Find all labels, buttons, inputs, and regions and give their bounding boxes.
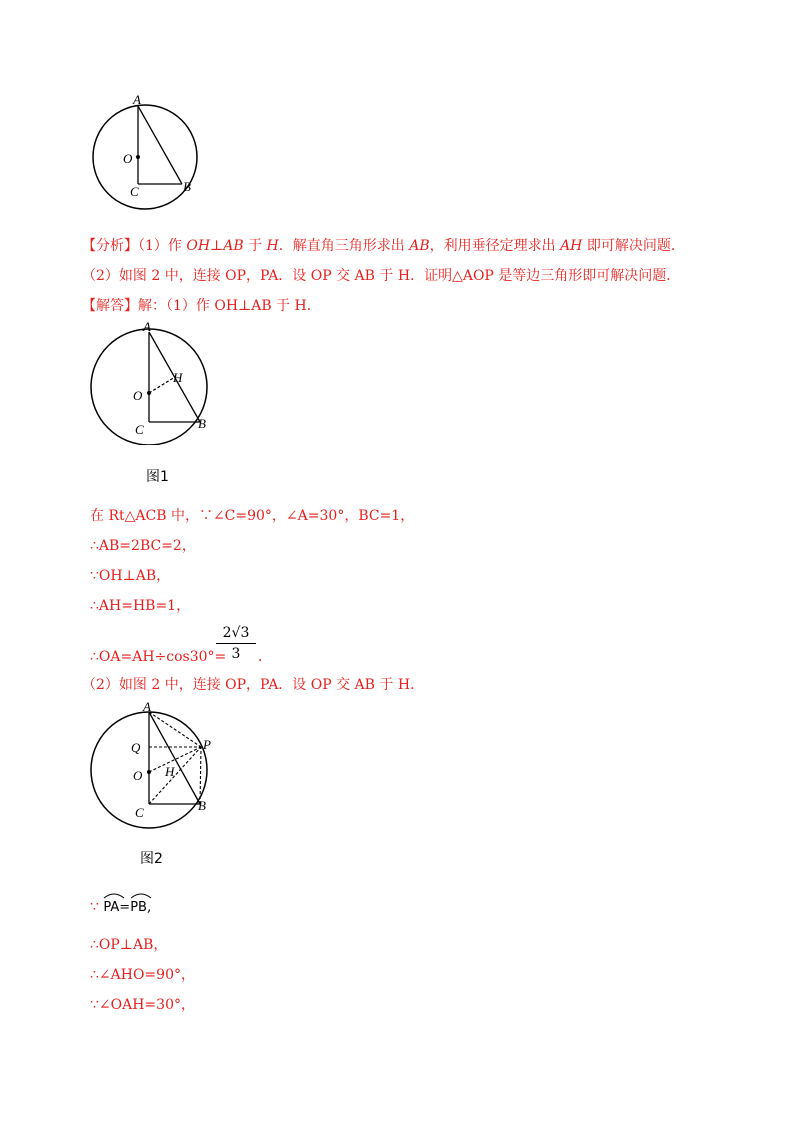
circle-diagram-1 xyxy=(85,320,225,445)
var-h: H xyxy=(266,238,279,254)
step2-3: ∵∠OAH=30°， xyxy=(90,997,195,1013)
analysis-text-c: 于 xyxy=(243,238,267,254)
var-ab: AB xyxy=(223,238,244,254)
perp-symbol: ⊥ xyxy=(210,238,224,254)
figure-2-caption: 图2 xyxy=(140,851,163,867)
fraction-tail: ． xyxy=(258,649,272,665)
label-b: B xyxy=(198,416,206,431)
analysis-tag: 【分析】 xyxy=(82,238,138,254)
arc-tail: , xyxy=(146,899,152,915)
var-oh: OH xyxy=(186,238,211,254)
analysis-text-a: （1）作 xyxy=(138,238,187,254)
circle-diagram-2 xyxy=(85,700,225,830)
because-symbol: ∵ xyxy=(90,899,99,915)
arc-equals: = xyxy=(119,900,131,915)
analysis-line-2: （2）如图 2 中，连接 OP，PA．设 OP 交 AB 于 H．证明△AOP 是等边三角形即可解决问题． xyxy=(82,268,681,284)
label-b: B xyxy=(198,798,206,813)
answer-line xyxy=(82,297,321,315)
label-o: O xyxy=(133,768,143,783)
figure-top xyxy=(85,92,205,221)
label-c: C xyxy=(130,184,139,199)
label-a: A xyxy=(133,92,141,107)
step-5: ∴OA=AH÷cos30°= xyxy=(90,649,227,665)
label-o: O xyxy=(123,151,133,166)
arc-equality-line xyxy=(90,898,151,917)
analysis-text-d: ．解直角三角形求出 xyxy=(278,238,410,254)
circle-diagram-top xyxy=(85,92,205,217)
step-1: 在 Rt△ACB 中，∵∠C=90°，∠A=30°，BC=1， xyxy=(90,508,415,524)
fraction-numerator: 2√3 xyxy=(222,625,250,641)
step2-2: ∴∠AHO=90°， xyxy=(90,967,195,983)
step-4: ∴AH=HB=1， xyxy=(90,598,191,614)
analysis-text-f: 即可解决问题． xyxy=(582,238,685,254)
fraction-denominator: 3 xyxy=(231,646,241,662)
figure-1-caption: 图1 xyxy=(146,469,169,485)
var-ah: AH xyxy=(560,238,583,254)
analysis-line-1 xyxy=(82,237,685,255)
label-p: P xyxy=(203,737,211,752)
step-3: ∵OH⊥AB， xyxy=(90,568,171,584)
var-ab-2: AB xyxy=(409,238,430,254)
label-h: H xyxy=(165,764,175,779)
part2-intro: （2）如图 2 中，连接 OP，PA．设 OP 交 AB 于 H． xyxy=(82,677,425,693)
label-h: H xyxy=(173,370,183,385)
arc-mark-icon xyxy=(103,893,125,899)
step2-1: ∴OP⊥AB， xyxy=(90,937,168,953)
arc-pa-label: PA xyxy=(103,900,120,915)
arc-pb xyxy=(130,899,147,917)
label-c: C xyxy=(135,805,144,820)
label-c: C xyxy=(135,422,144,437)
label-a: A xyxy=(143,320,151,334)
figure-1 xyxy=(85,320,225,449)
answer-tag: 【解答】 xyxy=(82,298,138,314)
arc-pb-label: PB xyxy=(130,900,147,915)
label-b: B xyxy=(183,179,191,194)
figure-2 xyxy=(85,700,225,834)
step-2: ∴AB=2BC=2， xyxy=(90,538,196,554)
fraction-bar xyxy=(216,643,256,644)
label-q: Q xyxy=(131,740,141,755)
arc-mark-icon xyxy=(130,893,152,899)
label-a: A xyxy=(143,700,151,714)
analysis-text-e: ，利用垂径定理求出 xyxy=(429,238,561,254)
label-o: O xyxy=(133,388,143,403)
arc-pa xyxy=(103,899,119,917)
answer-intro: 解：（1）作 OH⊥AB 于 H． xyxy=(138,298,321,314)
fraction xyxy=(213,624,259,663)
